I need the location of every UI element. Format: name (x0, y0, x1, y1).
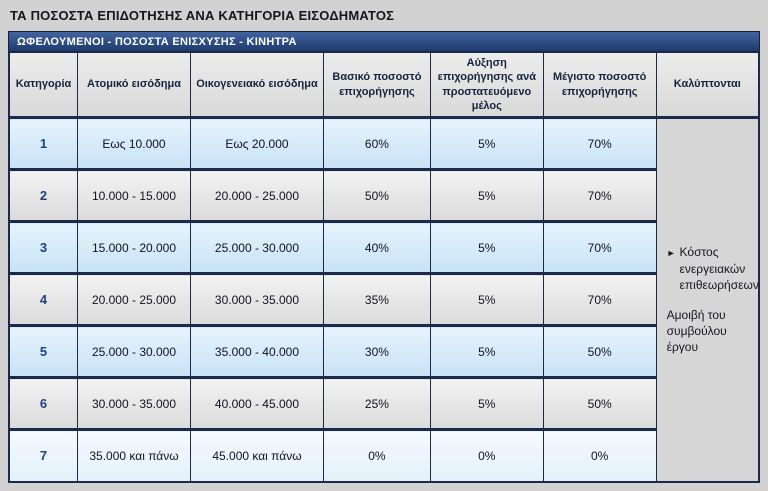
individual-income-cell: 15.000 - 20.000 (78, 222, 191, 274)
table-row (9, 170, 759, 222)
increase-pct-cell: 5% (430, 118, 543, 170)
basic-pct-cell: 0% (324, 430, 431, 482)
table-row (9, 222, 759, 274)
col-header-individual-income: Ατομικό εισόδημα (78, 52, 191, 118)
individual-income-cell: 25.000 - 30.000 (78, 326, 191, 378)
arrow-bullet-icon: ► (666, 248, 676, 259)
col-header-max-pct: Μέγιστο ποσοστό επιχορήγησης (543, 52, 656, 118)
col-header-basic-pct: Βασικό ποσοστό επιχορήγησης (324, 52, 431, 118)
page-title: ΤΑ ΠΟΣΟΣΤΑ ΕΠΙΔΟΤΗΣΗΣ ΑΝΑ ΚΑΤΗΓΟΡΙΑ ΕΙΣΟΔΗΜΑΤΟΣ (10, 8, 395, 23)
max-pct-cell: 50% (543, 326, 656, 378)
increase-pct-cell: 5% (430, 222, 543, 274)
basic-pct-cell: 30% (324, 326, 431, 378)
family-income-cell: 45.000 και πάνω (190, 430, 323, 482)
basic-pct-cell: 25% (324, 378, 431, 430)
table-row (9, 326, 759, 378)
col-header-family-income: Οικογενειακό εισόδημα (190, 52, 323, 118)
category-cell: 3 (9, 222, 78, 274)
individual-income-cell: 10.000 - 15.000 (78, 170, 191, 222)
subsidy-table (8, 51, 760, 483)
increase-pct-cell: 0% (430, 430, 543, 482)
table-row (9, 378, 759, 430)
family-income-cell: 40.000 - 45.000 (190, 378, 323, 430)
increase-pct-cell: 5% (430, 170, 543, 222)
category-cell: 5 (9, 326, 78, 378)
covered-item (666, 244, 759, 293)
basic-pct-cell: 35% (324, 274, 431, 326)
family-income-cell: Εως 20.000 (190, 118, 323, 170)
increase-pct-cell: 5% (430, 326, 543, 378)
category-cell: 2 (9, 170, 78, 222)
max-pct-cell: 70% (543, 170, 656, 222)
category-cell: 1 (9, 118, 78, 170)
table-row (9, 430, 759, 482)
category-cell: 7 (9, 430, 78, 482)
table-row (9, 274, 759, 326)
individual-income-cell: 30.000 - 35.000 (78, 378, 191, 430)
basic-pct-cell: 50% (324, 170, 431, 222)
family-income-cell: 30.000 - 35.000 (190, 274, 323, 326)
basic-pct-cell: 40% (324, 222, 431, 274)
table-banner: ΩΦΕΛΟΥΜΕΝΟΙ - ΠΟΣΟΣΤΑ ΕΝΙΣΧΥΣΗΣ - ΚΙΝΗΤΡΑ (8, 31, 760, 51)
basic-pct-cell: 60% (324, 118, 431, 170)
col-header-increase-pct: Αύξηση επιχορήγησης ανά προστατευόμενο μέλος (430, 52, 543, 118)
increase-pct-cell: 5% (430, 274, 543, 326)
covered-cell (656, 118, 759, 482)
family-income-cell: 35.000 - 40.000 (190, 326, 323, 378)
covered-item-text: Αμοιβή του συμβούλου έργου (666, 307, 727, 355)
family-income-cell: 25.000 - 30.000 (190, 222, 323, 274)
max-pct-cell: 0% (543, 430, 656, 482)
header-row (9, 52, 759, 118)
family-income-cell: 20.000 - 25.000 (190, 170, 323, 222)
max-pct-cell: 70% (543, 222, 656, 274)
max-pct-cell: 70% (543, 274, 656, 326)
individual-income-cell: 20.000 - 25.000 (78, 274, 191, 326)
category-cell: 6 (9, 378, 78, 430)
increase-pct-cell: 5% (430, 378, 543, 430)
individual-income-cell: 35.000 και πάνω (78, 430, 191, 482)
covered-item (667, 307, 750, 356)
individual-income-cell: Εως 10.000 (78, 118, 191, 170)
table-row (9, 118, 759, 170)
subsidy-table-block (8, 31, 760, 483)
covered-item-text: Κόστος ενεργειακών επιθεωρήσεων (679, 245, 759, 292)
category-cell: 4 (9, 274, 78, 326)
max-pct-cell: 50% (543, 378, 656, 430)
col-header-covered: Καλύπτονται (656, 52, 759, 118)
max-pct-cell: 70% (543, 118, 656, 170)
col-header-category: Κατηγορία (9, 52, 78, 118)
